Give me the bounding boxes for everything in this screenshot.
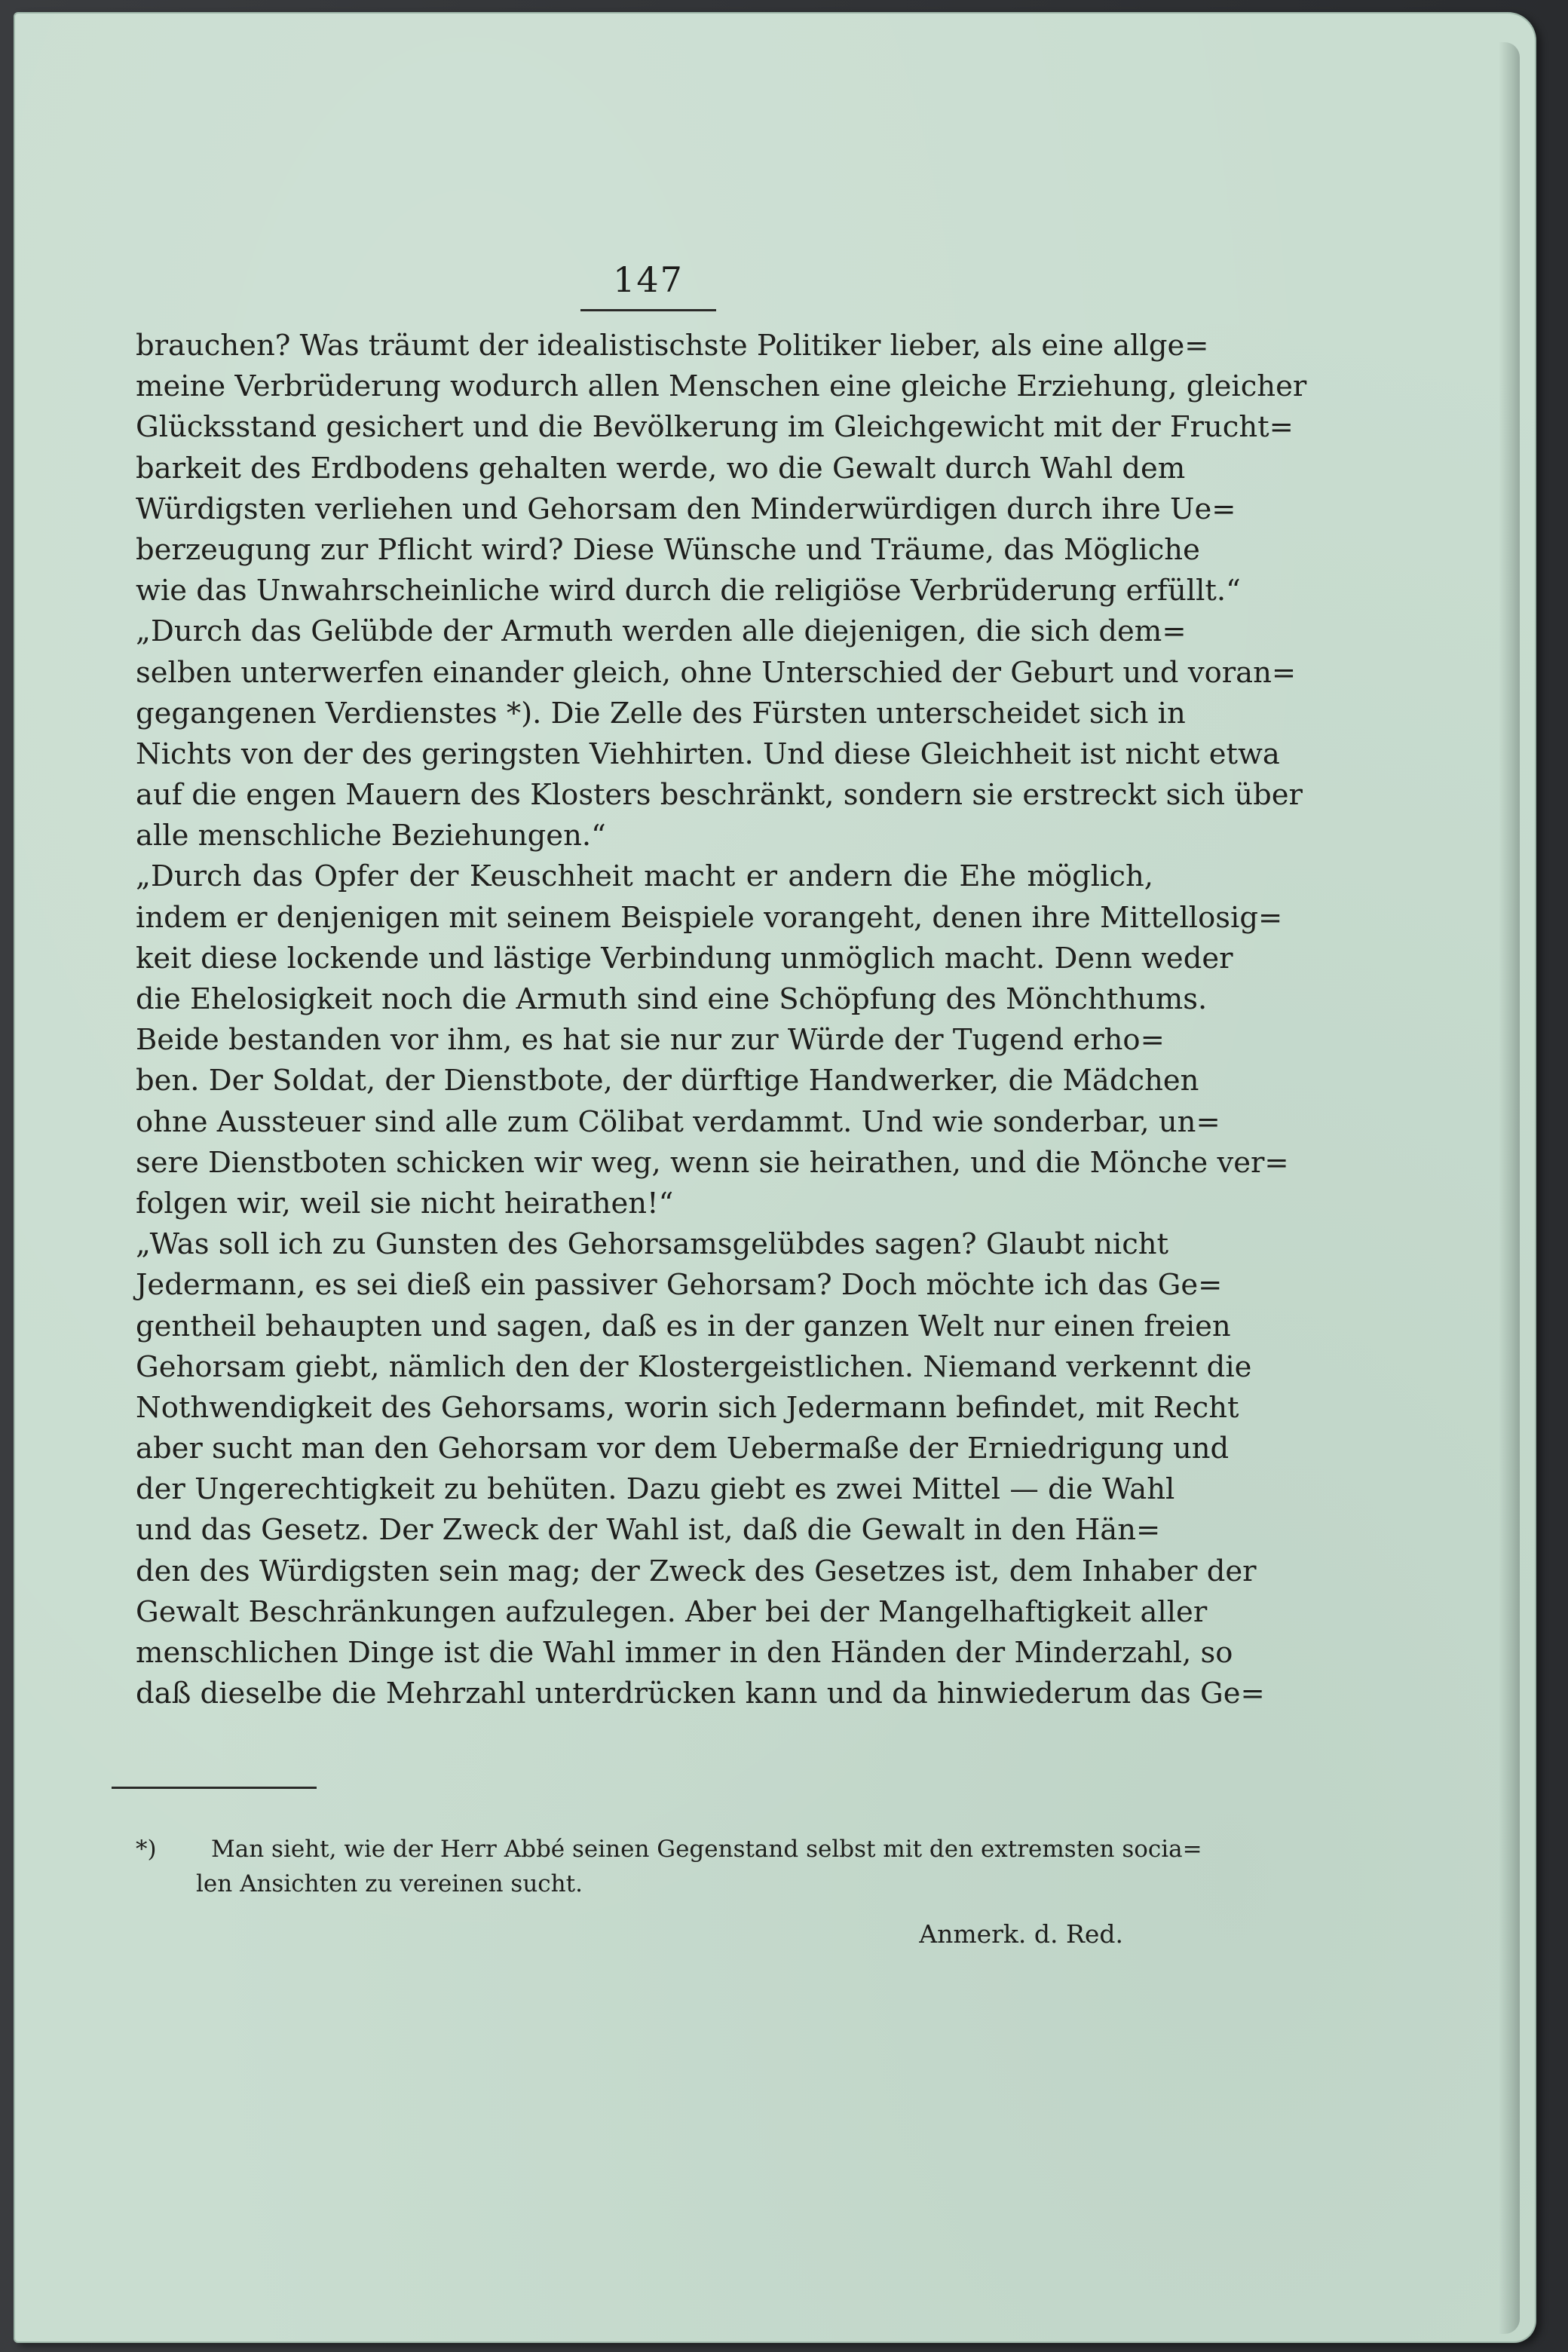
text-line: indem er denjenigen mit seinem Beispiele vorangeht, denen ihre Mittellosig=	[136, 900, 1283, 935]
text-line: Nothwendigkeit des Gehorsams, worin sich Jedermann befindet, mit Recht	[136, 1390, 1239, 1425]
footnote-rule	[112, 1787, 317, 1789]
text-line: Würdigsten verliehen und Gehorsam den Minderwürdigen durch ihre Ue=	[136, 492, 1236, 526]
text-line: alle menschliche Beziehungen.“	[136, 819, 606, 853]
footnote-text: Man sieht, wie der Herr Abbé seinen Gegenstand selbst mit den extremsten socia=	[211, 1836, 1202, 1863]
footnote-line	[136, 1832, 1202, 1867]
text-line: wie das Unwahrscheinliche wird durch die religiöse Verbrüderung erfüllt.“	[136, 574, 1241, 608]
text-line: meine Verbrüderung wodurch allen Menschen eine gleiche Erziehung, gleicher	[136, 369, 1307, 404]
text-line: Jedermann, es sei dieß ein passiver Gehorsam? Doch möchte ich das Ge=	[136, 1268, 1223, 1303]
text-line: ohne Aussteuer sind alle zum Cölibat verdammt. Und wie sonderbar, un=	[136, 1104, 1220, 1139]
text-line: folgen wir, weil sie nicht heirathen!“	[136, 1186, 674, 1220]
footnote-text: len Ansichten zu vereinen sucht.	[196, 1870, 583, 1897]
text-line: berzeugung zur Pflicht wird? Diese Wünsche und Träume, das Mögliche	[136, 532, 1200, 567]
text-line: Gewalt Beschränkungen aufzulegen. Aber bei der Mangelhaftigkeit aller	[136, 1594, 1208, 1629]
footnote-line	[136, 1867, 1138, 1901]
text-line: gentheil behaupten und sagen, daß es in der ganzen Welt nur einen freien	[136, 1309, 1231, 1343]
text-line: selben unterwerfen einander gleich, ohne Unterschied der Geburt und voran=	[136, 655, 1297, 690]
text-line: den des Würdigsten sein mag; der Zweck des Gesetzes ist, dem Inhaber der	[136, 1554, 1257, 1588]
page-number: 147	[613, 259, 684, 300]
footnote-mark: *)	[136, 1836, 157, 1863]
text-line: gegangenen Verdienstes *). Die Zelle des Fürsten unterscheidet sich in	[136, 696, 1186, 730]
text-line: und das Gesetz. Der Zweck der Wahl ist, daß die Gewalt in den Hän=	[136, 1513, 1161, 1548]
editor-note-signature: Anmerk. d. Red.	[919, 1919, 1123, 1949]
page-number-rule	[580, 309, 716, 311]
text-line: „Was soll ich zu Gunsten des Gehorsamsgelübdes sagen? Glaubt nicht	[136, 1227, 1169, 1262]
footnote	[136, 1832, 1202, 1901]
text-line: keit diese lockende und lästige Verbindung unmöglich macht. Denn weder	[136, 941, 1233, 975]
text-line: Beide bestanden vor ihm, es hat sie nur zur Würde der Tugend erho=	[136, 1023, 1165, 1058]
text-line: sere Dienstboten schicken wir weg, wenn sie heirathen, und die Mönche ver=	[136, 1145, 1289, 1180]
body-text	[136, 326, 1307, 1714]
text-line: barkeit des Erdbodens gehalten werde, wo die Gewalt durch Wahl dem	[136, 451, 1186, 485]
text-line: ben. Der Soldat, der Dienstbote, der dürftige Handwerker, die Mädchen	[136, 1064, 1199, 1098]
text-line: „Durch das Opfer der Keuschheit macht er andern die Ehe möglich,	[136, 859, 1153, 894]
text-line: der Ungerechtigkeit zu behüten. Dazu giebt es zwei Mittel — die Wahl	[136, 1472, 1175, 1507]
page-edge-shadow	[1499, 42, 1520, 2334]
text-line: „Durch das Gelübde der Armuth werden alle diejenigen, die sich dem=	[136, 614, 1187, 649]
text-line: Gehorsam giebt, nämlich den der Klostergeistlichen. Niemand verkennt die	[136, 1349, 1252, 1384]
text-line: die Ehelosigkeit noch die Armuth sind eine Schöpfung des Mönchthums.	[136, 982, 1208, 1016]
text-line: auf die engen Mauern des Klosters beschränkt, sondern sie erstreckt sich über	[136, 778, 1303, 813]
text-line: aber sucht man den Gehorsam vor dem Uebermaße der Erniedrigung und	[136, 1432, 1230, 1466]
text-line: brauchen? Was träumt der idealistischste Politiker lieber, als eine allge=	[136, 329, 1209, 363]
text-line: daß dieselbe die Mehrzahl unterdrücken kann und da hinwiederum das Ge=	[136, 1677, 1265, 1711]
text-line: Nichts von der des geringsten Viehhirten. Und diese Gleichheit ist nicht etwa	[136, 737, 1280, 771]
text-line: Glücksstand gesichert und die Bevölkerung im Gleichgewicht mit der Frucht=	[136, 410, 1294, 445]
text-line: menschlichen Dinge ist die Wahl immer in den Händen der Minderzahl, so	[136, 1636, 1233, 1670]
